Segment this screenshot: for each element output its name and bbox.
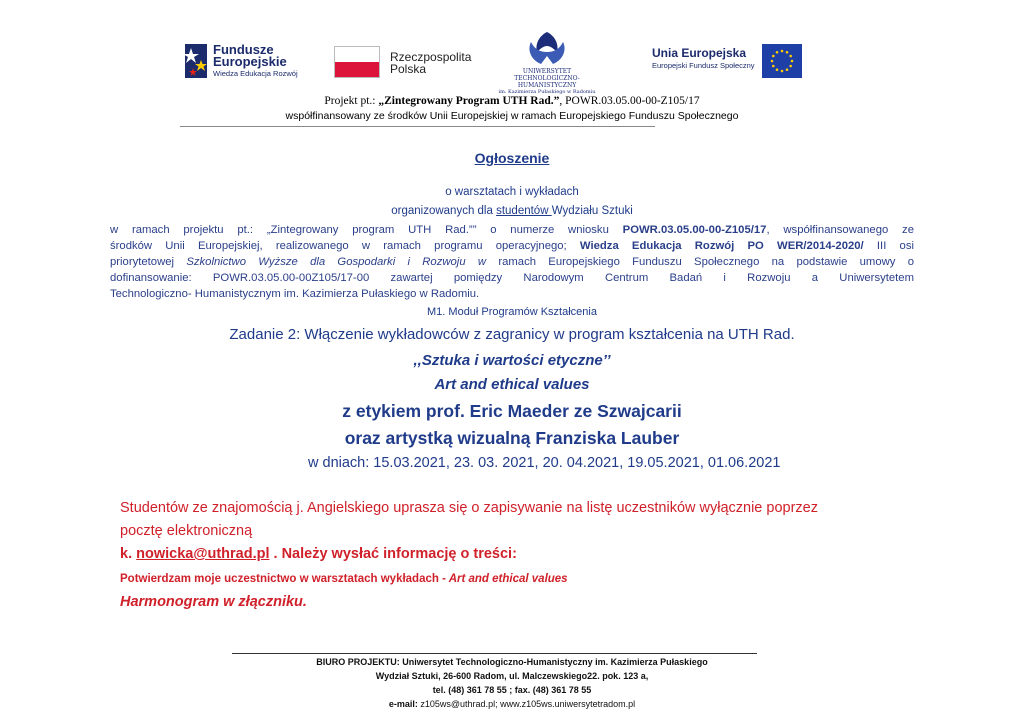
project-description-paragraph (110, 222, 914, 302)
pl-logo-text: Rzeczpospolita Polska (390, 50, 472, 76)
fe-logo-text: Fundusze Europejskie (213, 42, 287, 69)
fe-logo-subtitle: Wiedza Edukacja Rozwój (213, 69, 298, 78)
project-prefix: Projekt pt.: (324, 95, 379, 107)
ue-logo-title: Unia Europejska (652, 46, 747, 60)
unia-europejska-logo (652, 44, 802, 80)
fe-stars-icon (183, 42, 211, 80)
para-line-4: dofinansowanie: POWR.03.05.00-00Z105/17-00 zawartej pomiędzy Narodowym Centrum Badań i Rozwoju a Uniwersytetem (110, 272, 914, 284)
contact-email-link[interactable]: nowicka@uthrad.pl (136, 546, 270, 562)
project-name: „Zintegrowany Program UTH Rad.” (378, 95, 560, 107)
uth-eagle-icon (487, 28, 607, 68)
footer-line-1: BIURO PROJEKTU: Uniwersytet Technologiczno-Humanistyczny im. Kazimierza Pułaskiego (316, 657, 708, 667)
registration-line-1: Studentów ze znajomością j. Angielskiego uprasza się o zapisywanie na listę uczestników wyłącznie poprzez (120, 500, 818, 516)
footer-line-4: e-mail: z105ws@uthrad.pl; www.z105ws.uniwersytetradom.pl (388, 699, 636, 709)
project-code: , POWR.03.05.00-00-Z105/17 (559, 95, 700, 107)
workshop-title-en: Art and ethical values (434, 376, 590, 393)
footer-email-website[interactable]: z105ws@uthrad.pl; www.z105ws.uniwersytetradom.pl (417, 699, 636, 709)
announcement-line2: organizowanych dla studentów Wydziału Sztuki (391, 205, 633, 217)
ue-logo-subtitle: Europejski Fundusz Społeczny (652, 61, 755, 70)
cofinance-line: współfinansowany ze środków Unii Europejskiej w ramach Europejskiego Funduszu Społecznego (285, 110, 739, 122)
para-line-5: Technologiczno- Humanistycznym im. Kazimierza Pułaskiego w Radomiu. (110, 288, 480, 300)
para-line-2: środków Unii Europejskiej, realizowanego w ramach programu operacyjnego; Wiedza Edukacja Rozwój PO WER/2014-2020/ III osi (110, 240, 914, 252)
workshop-title-pl: ,,Sztuka i wartości etyczne’’ (413, 352, 611, 369)
fundusze-europejskie-logo (183, 42, 308, 82)
contact-line: k. nowicka@uthrad.pl . Należy wysłać informację o treści: (120, 546, 517, 562)
eu-flag-icon (762, 44, 802, 78)
project-title-line (0, 95, 1024, 107)
task-line: Zadanie 2: Włączenie wykładowców z zagranicy w program kształcenia na UTH Rad. (229, 326, 795, 343)
footer-divider (232, 653, 757, 654)
header-divider (180, 126, 655, 127)
footer-line-2: Wydział Sztuki, 26-600 Radom, ul. Malczewskiego22. pok. 123 a, (375, 671, 649, 681)
para-line-3: priorytetowej Szkolnictwo Wyższe dla Gospodarki i Rozwoju w ramach Europejskiego Funduszu Społecznego na podstawie umowy o (110, 256, 914, 268)
polish-flag-icon (334, 46, 380, 78)
confirmation-text: Potwierdzam moje uczestnictwo w warsztatach wykładach - Art and ethical values (120, 573, 568, 585)
schedule-note: Harmonogram w złączniku. (120, 594, 307, 610)
dates-line: w dniach: 15.03.2021, 23. 03. 2021, 20. 04.2021, 19.05.2021, 01.06.2021 (308, 455, 781, 471)
rzeczpospolita-polska-logo (334, 44, 479, 84)
announcement-title: Ogłoszenie (474, 150, 550, 166)
uth-logo-caption: UNIWERSYTET TECHNOLOGICZNO-HUMANISTYCZNY im. Kazimierza Pułaskiego w Radomiu (498, 68, 596, 95)
lecturer-line-2: oraz artystką wizualną Franziska Lauber (344, 428, 680, 448)
module-line: M1. Moduł Programów Kształcenia (427, 306, 597, 318)
footer-line-3: tel. (48) 361 78 55 ; fax. (48) 361 78 55 (432, 685, 592, 695)
registration-line-2: pocztę elektroniczną (120, 523, 253, 539)
para-line-1: w ramach projektu pt.: „Zintegrowany program UTH Rad.”” o numerze wniosku POWR.03.05.00-00-Z105/17, współfinansowanego ze (110, 224, 914, 236)
announcement-line1: o warsztatach i wykładach (445, 186, 579, 198)
uth-university-logo (487, 28, 607, 95)
lecturer-line-1: z etykiem prof. Eric Maeder ze Szwajcarii (342, 401, 682, 421)
students-link[interactable]: studentów (496, 205, 552, 217)
